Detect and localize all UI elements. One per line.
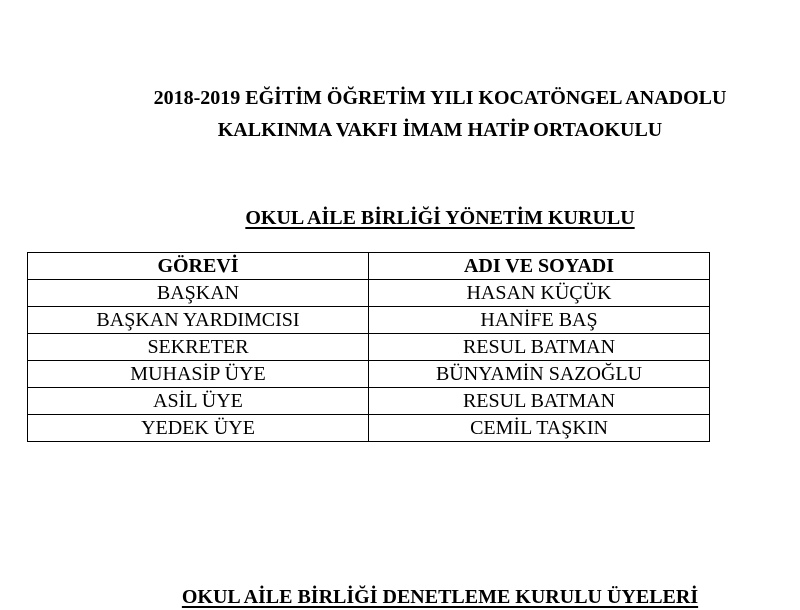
name-cell: HANİFE BAŞ <box>369 307 710 334</box>
table-row <box>28 307 710 334</box>
role-cell: MUHASİP ÜYE <box>28 361 369 388</box>
table-row <box>28 361 710 388</box>
document-title-line-2: KALKINMA VAKFI İMAM HATİP ORTAOKULU <box>217 119 663 141</box>
role-cell: SEKRETER <box>28 334 369 361</box>
column-header-name: ADI VE SOYADI <box>369 253 710 280</box>
column-header-role: GÖREVİ <box>28 253 369 280</box>
name-cell: RESUL BATMAN <box>369 388 710 415</box>
role-cell: YEDEK ÜYE <box>28 415 369 442</box>
table-header-row <box>28 253 710 280</box>
table-row <box>28 334 710 361</box>
section-heading-management-board: OKUL AİLE BİRLİĞİ YÖNETİM KURULU <box>245 207 635 229</box>
name-cell: RESUL BATMAN <box>369 334 710 361</box>
role-cell: BAŞKAN YARDIMCISI <box>28 307 369 334</box>
document-title-line-1: 2018-2019 EĞİTİM ÖĞRETİM YILI KOCATÖNGEL ANADOLU <box>153 87 727 109</box>
name-cell: CEMİL TAŞKIN <box>369 415 710 442</box>
table-row <box>28 415 710 442</box>
name-cell: HASAN KÜÇÜK <box>369 280 710 307</box>
role-cell: BAŞKAN <box>28 280 369 307</box>
table-row <box>28 388 710 415</box>
table-row <box>28 280 710 307</box>
management-board-table <box>27 252 710 442</box>
role-cell: ASİL ÜYE <box>28 388 369 415</box>
name-cell: BÜNYAMİN SAZOĞLU <box>369 361 710 388</box>
section-heading-audit-board: OKUL AİLE BİRLİĞİ DENETLEME KURULU ÜYELERİ <box>181 586 699 608</box>
